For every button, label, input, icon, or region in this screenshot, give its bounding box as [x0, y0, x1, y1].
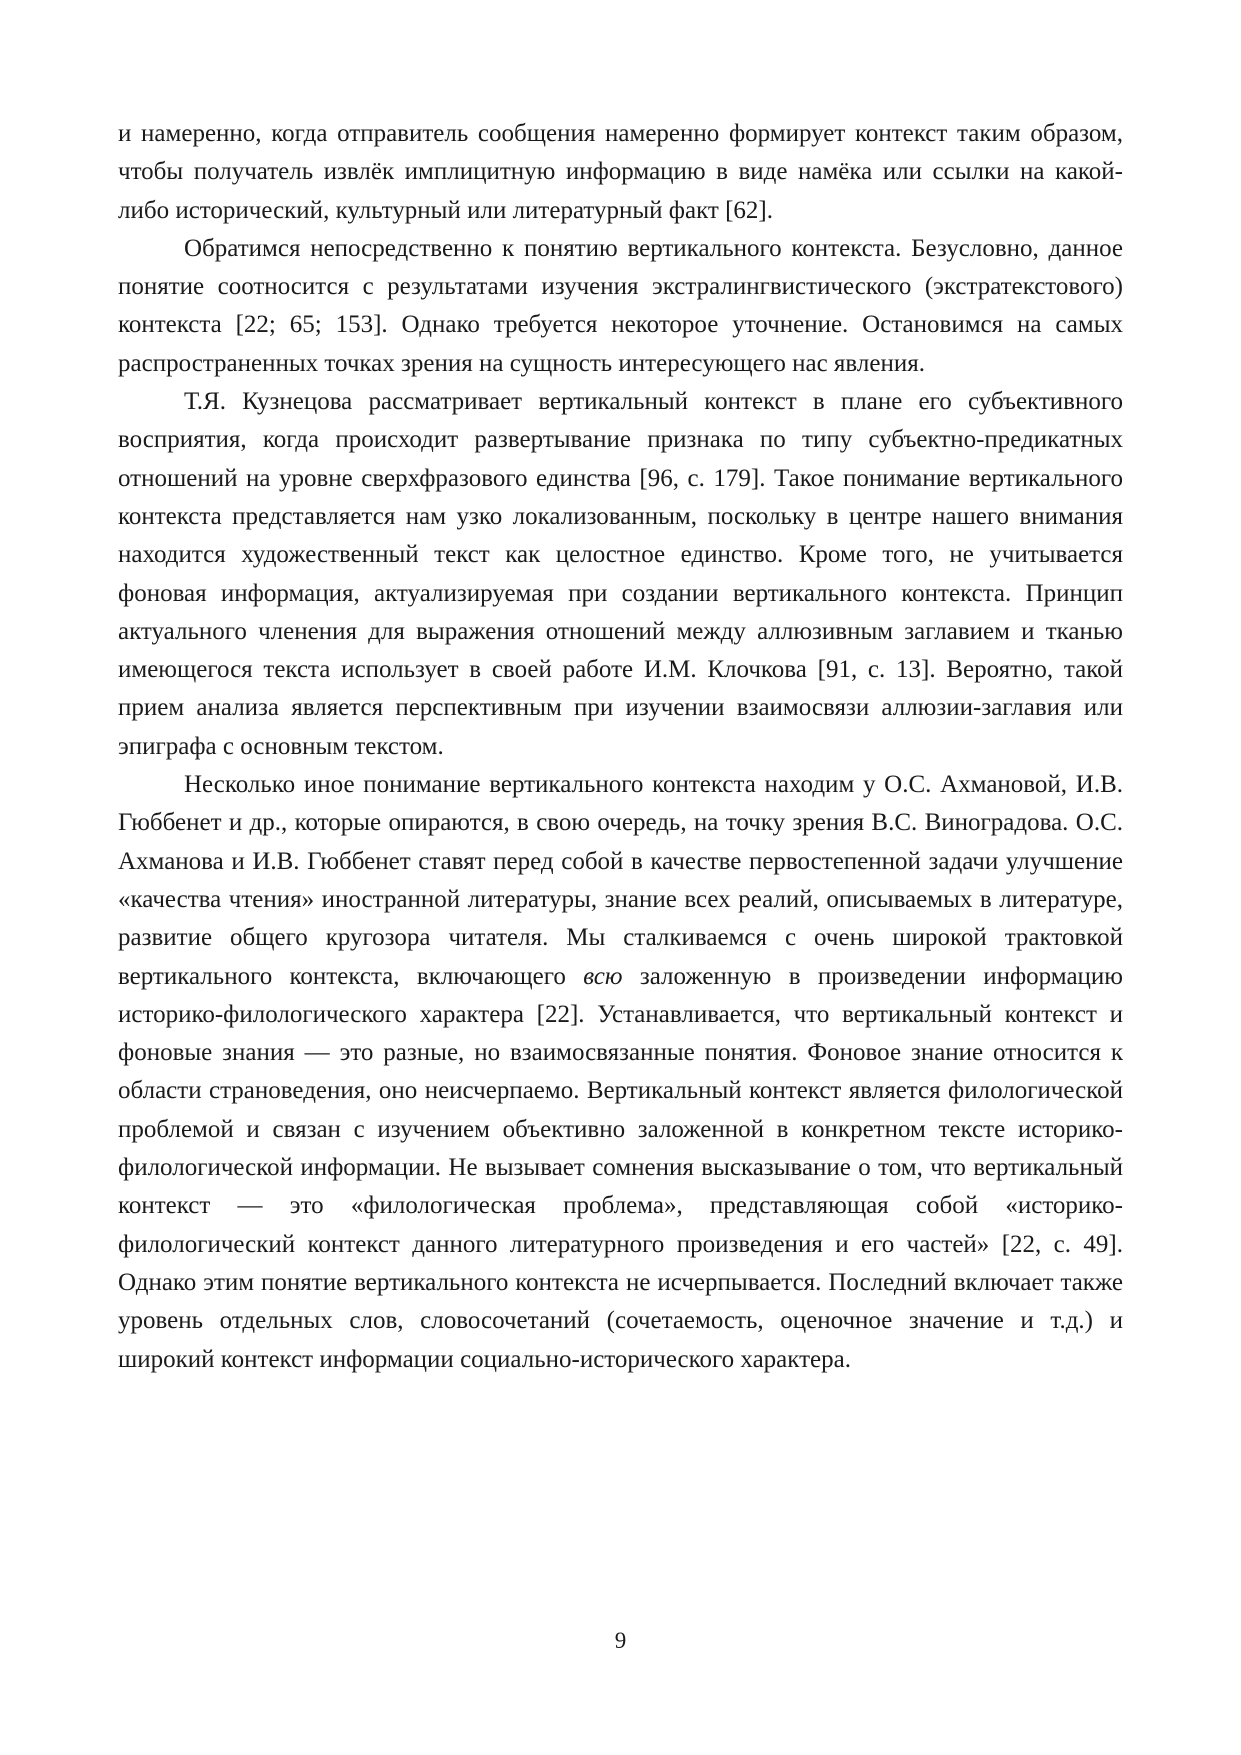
page-number: 9 — [614, 1628, 627, 1653]
body-text — [118, 115, 1123, 1379]
paragraph-1-text: и намеренно, когда отправитель сообщения намеренно формирует контекст таким образом, чтобы получатель извлёк имплицитную информацию в виде намёка или ссылки на какой-либо исторический, культурный или литературный факт [62]. — [118, 120, 1123, 224]
paragraph-4-text-end: заложенную в произведении информацию историко-филологического характера [22]. Устанавливается, что вертикальный контекст и фоновые знания — это разные, но взаимосвязанные понятия. Фоновое знание относится к области страноведения, оно неисчерпаемо. Вертикальный контекст является филологической проблемой и связан с изучением объективно заложенной в конкретном тексте историко-филологической информации. Не вызывает сомнения высказывание о том, что вертикальный контекст — это «филологическая проблема», представляющая собой «историко-филологический контекст данного литературного произведения и его частей» [22, с. 49]. Однако этим понятие вертикального контекста не исчерпывается. Последний включает также уровень отдельных слов, словосочетаний (сочетаемость, оценочное значение и т.д.) и широкий контекст информации социально-исторического характера. — [118, 962, 1123, 1373]
paragraph-4-emphasis: всю — [583, 962, 623, 990]
paragraph-3-text: Т.Я. Кузнецова рассматривает вертикальный контекст в плане его субъективного восприятия, когда происходит развертывание признака по типу субъектно-предикатных отношений на уровне сверхфразового единства [96, с. 179]. Такое понимание вертикального контекста представляется нам узко локализованным, поскольку в центре нашего внимания находится художественный текст как целостное единство. Кроме того, не учитывается фоновая информация, актуализируемая при создании вертикального контекста. Принцип актуального членения для выражения отношений между аллюзивным заглавием и тканью имеющегося текста использует в своей работе И.М. Клочкова [91, с. 13]. Вероятно, такой прием анализа является перспективным при изучении взаимосвязи аллюзии-заглавия или эпиграфа с основным текстом. — [118, 388, 1123, 760]
paragraph-3 — [118, 383, 1123, 766]
paragraph-4 — [118, 766, 1123, 1379]
paragraph-2-text: Обратимся непосредственно к понятию вертикального контекста. Безусловно, данное понятие соотносится с результатами изучения экстралингвистического (экстратекстового) контекста [22; 65; 153]. Однако требуется некоторое уточнение. Остановимся на самых распространенных точках зрения на сущность интересующего нас явления. — [118, 234, 1123, 377]
paragraph-2 — [118, 230, 1123, 383]
paragraph-4-text-start: Несколько иное понимание вертикального контекста находим у О.С. Ахмановой, И.В. Гюббенет и др., которые опираются, в свою очередь, на точку зрения В.С. Виноградова. О.С. Ахманова и И.В. Гюббенет ставят перед собой в качестве первостепенной задачи улучшение «качества чтения» иностранной литературы, знание всех реалий, описываемых в литературе, развитие общего кругозора читателя. Мы сталкиваемся с очень широкой трактовкой вертикального контекста, включающего — [118, 771, 1123, 990]
paragraph-1 — [118, 115, 1123, 230]
